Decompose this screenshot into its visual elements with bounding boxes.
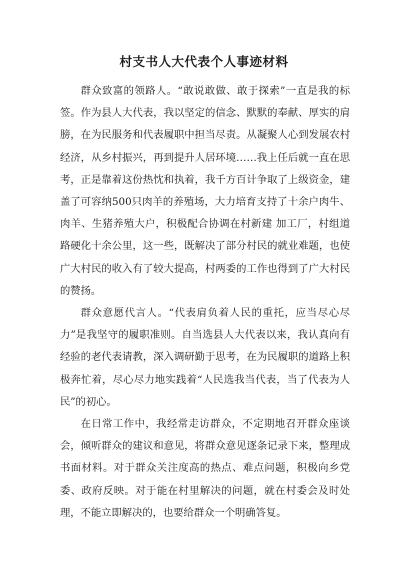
document-title: 村支书人大代表个人事迹材料: [119, 54, 289, 69]
document-body: [60, 80, 350, 524]
paragraph-leader-of-prosperity: 群众致富的领路人。“敢说敢做、敢于探索”一直是我的标签。作为县人大代表，我以坚定的信念、默默的奉献、厚实的肩膀，在为民服务和代表履职中担当尽责。从凝聚人心到发展农村经济，从乡村振兴，再到提升人居环境……我上任后就一直在思考，正是靠着这份热忱和执着，我千方百计争取了上级资金，建盖了可容纳500只肉羊的养殖场，大力培育支持了十余户肉牛、肉羊、生猪养殖大户，积极配合协调在村新建 加工厂，村组道路硬化十余公里，这一些，既解决了部分村民的就业难题，也使广大村民的收入有了较大提高，村两委的工作也得到了广大村民的赞扬。: [60, 85, 350, 297]
paragraph-daily-work: 在日常工作中，我经常走访群众，不定期地召开群众座谈会，倾听群众的建议和意见，将群众意见逐条记录下来，整理成书面材料。对于群众关注度高的热点、难点问题，积极向乡党委、政府反映。对于能在村里解决的问题，就在村委会及时处理，不能立即解决的，也要给群众一个明确答复。: [60, 418, 350, 519]
paragraph-voice-of-the-people: 群众意愿代言人。“代表肩负着人民的重托，应当尽心尽力”是我坚守的履职准则。自当选县人大代表以来，我认真向有经验的老代表请教，深入调研勤于思考，在为民履职的道路上积极奔忙着，尽心尽力地实践着“人民选我当代表，当了代表为人民”的初心。: [60, 307, 350, 408]
